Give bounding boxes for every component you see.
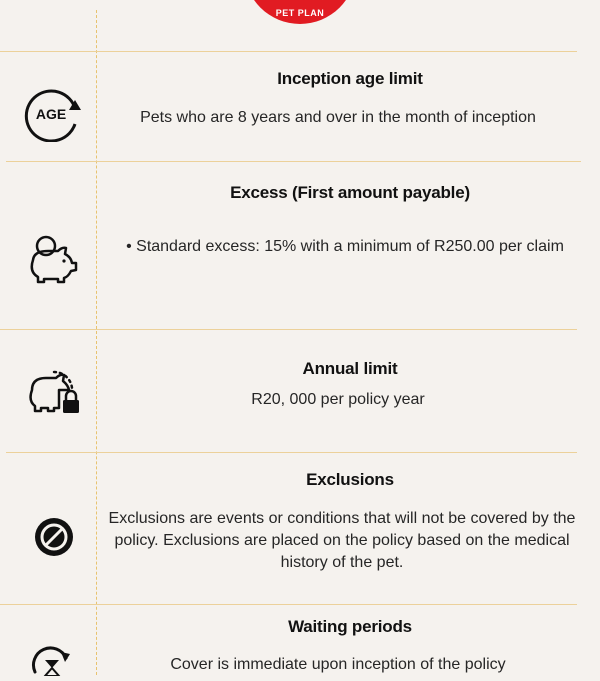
section-body-excess: • Standard excess: 15% with a minimum of R250.00 per claim [126, 238, 564, 255]
section-body-exclusions: Exclusions are events or conditions that will not be covered by the policy. Exclusions are placed on the policy based on the medical history of the pet. [108, 510, 576, 571]
section-title-inception-age: Inception age limit [277, 69, 423, 88]
section-title-waiting-periods: Waiting periods [288, 617, 412, 636]
piggy-bank-coin-icon [24, 234, 80, 289]
piggy-bank-lock-icon [24, 368, 82, 423]
section-divider [0, 604, 577, 605]
section-title-exclusions: Exclusions [306, 470, 394, 489]
section-body-waiting-periods: Cover is immediate upon inception of the policy [170, 656, 506, 673]
section-title-annual-limit: Annual limit [302, 359, 398, 378]
section-body-annual-limit: R20, 000 per policy year [251, 391, 425, 408]
prohibited-icon [33, 516, 75, 563]
section-divider [6, 161, 581, 162]
hourglass-clock-icon [28, 646, 78, 681]
svg-text:AGE: AGE [35, 106, 67, 122]
section-divider [0, 51, 577, 52]
header-badge-text: PET PLAN [275, 8, 325, 18]
section-divider [0, 329, 577, 330]
vertical-dashed-divider [96, 10, 97, 675]
age-icon [22, 86, 84, 147]
header-badge-circle [244, 0, 356, 24]
section-divider [6, 452, 577, 453]
section-title-excess: Excess (First amount payable) [230, 183, 470, 202]
section-body-inception-age: Pets who are 8 years and over in the month of inception [140, 109, 536, 126]
